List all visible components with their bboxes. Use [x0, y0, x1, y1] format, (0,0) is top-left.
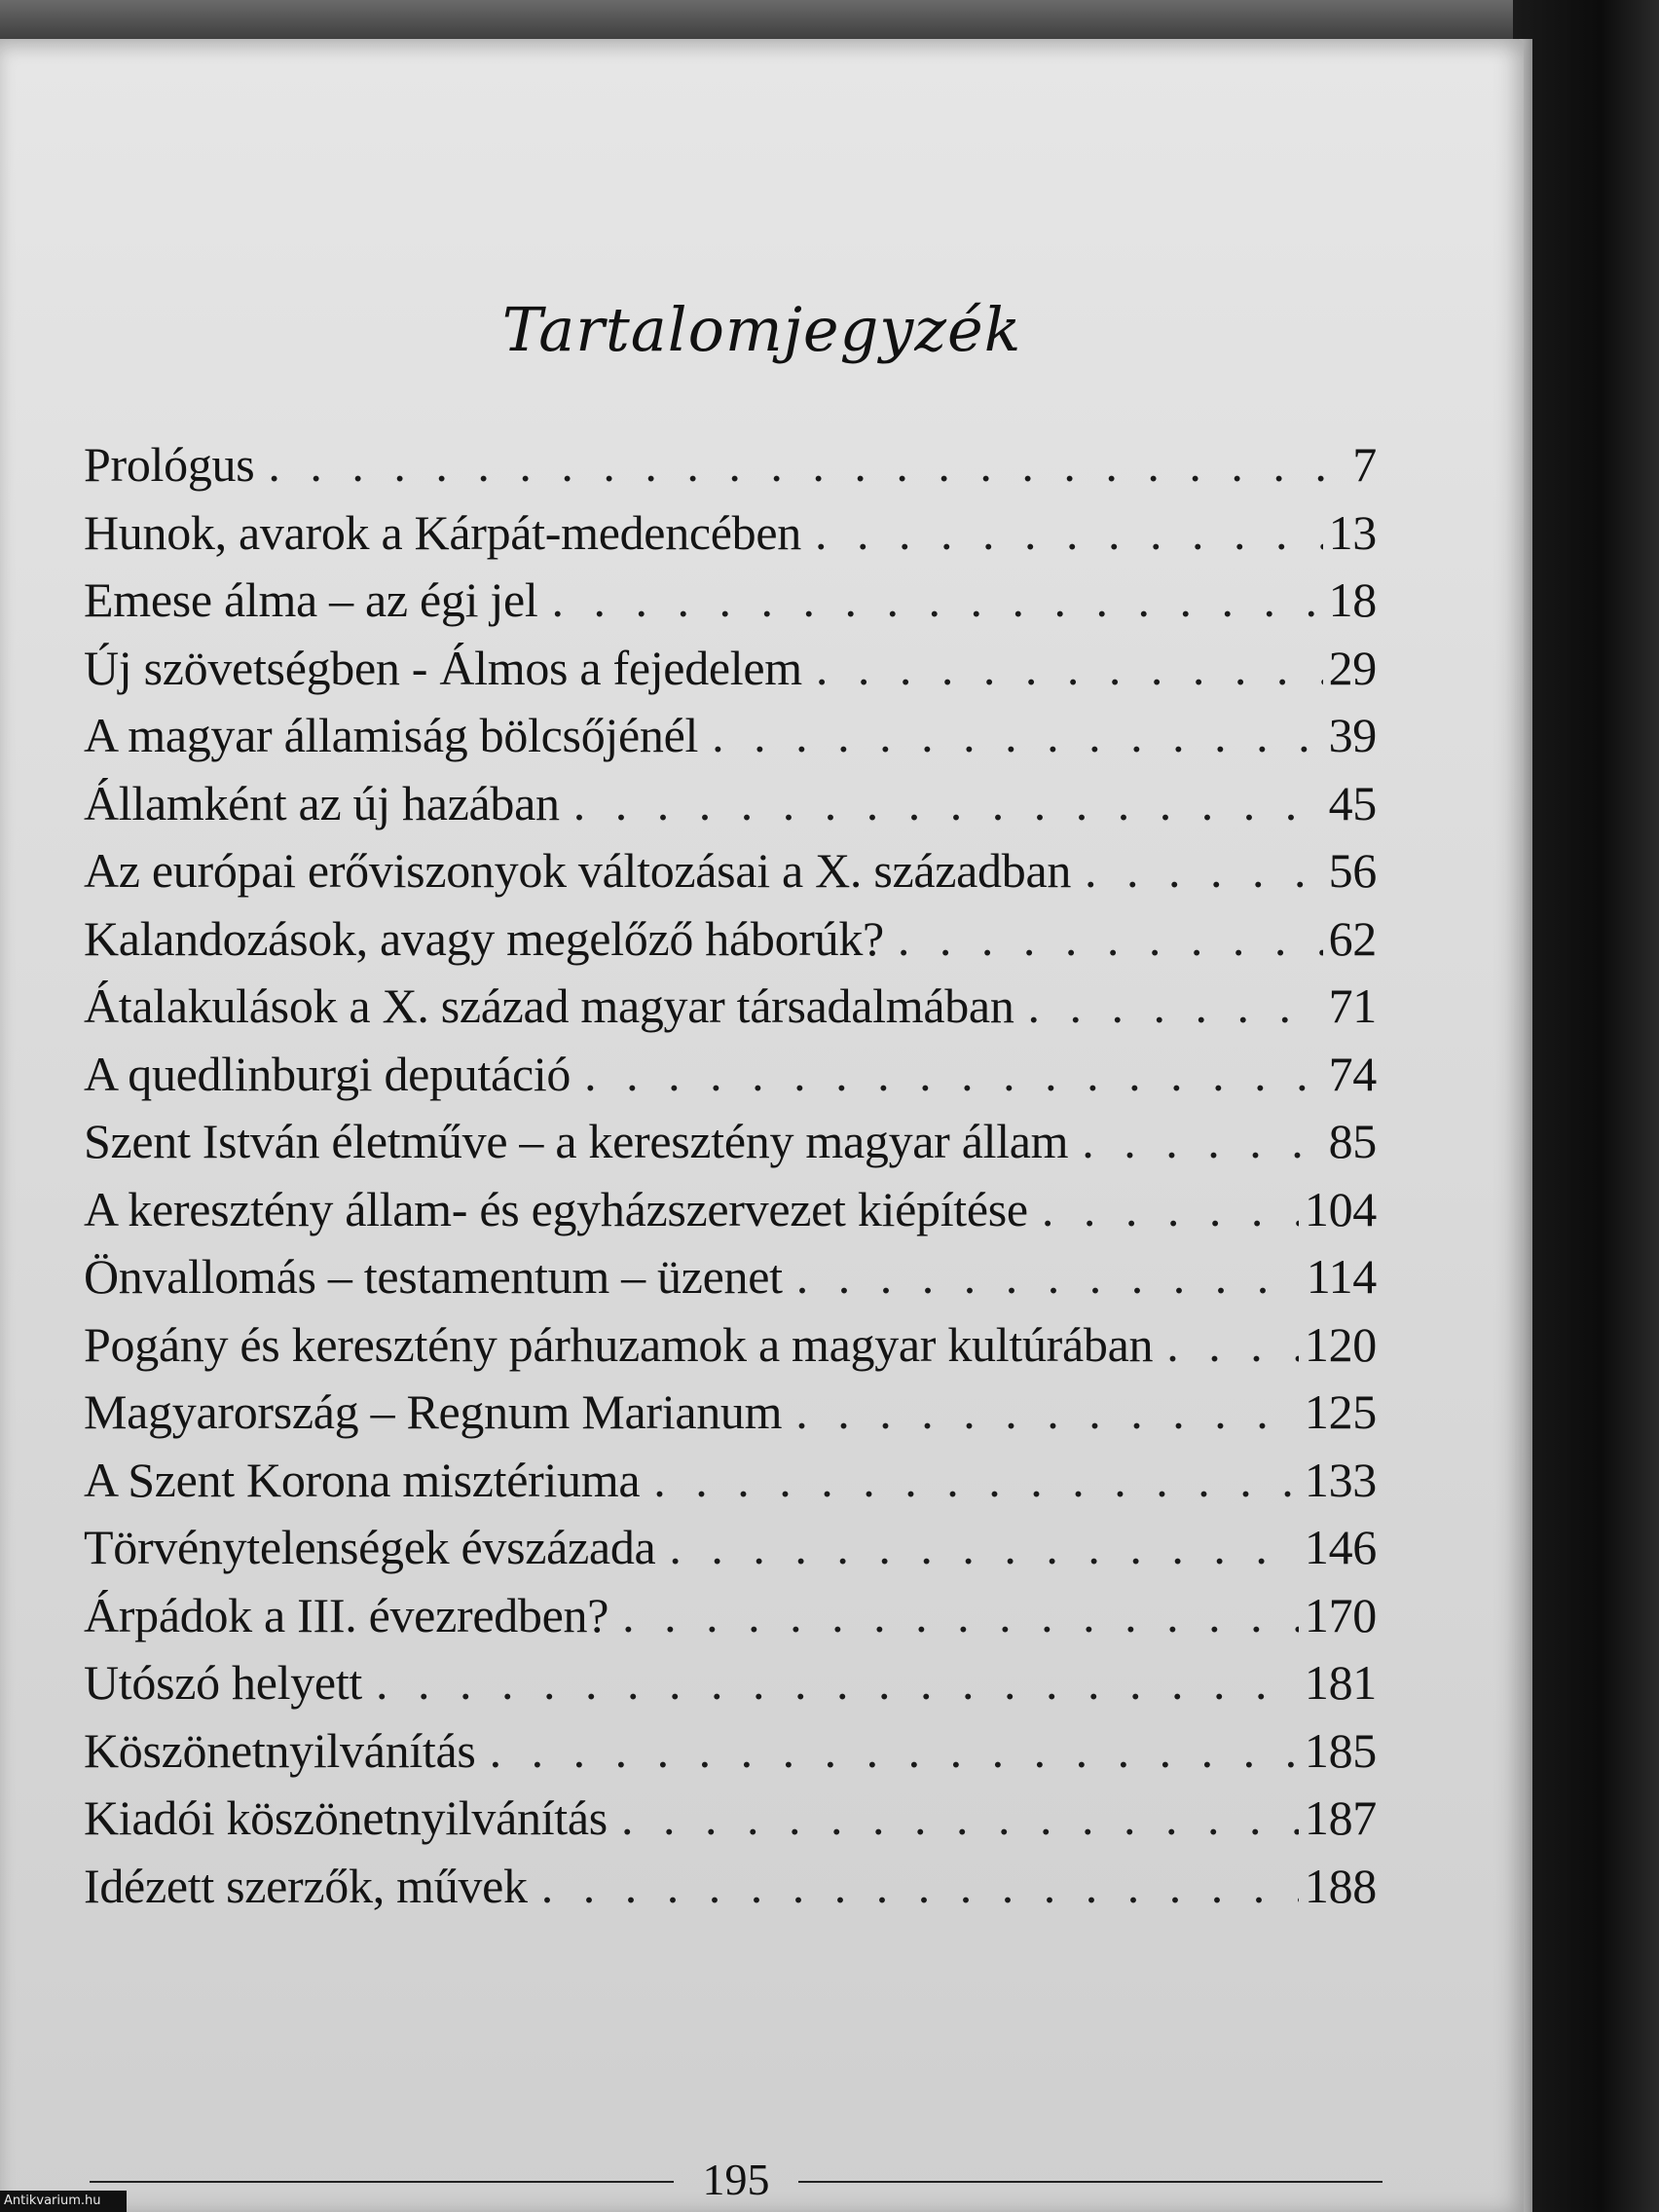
toc-leader-dots	[795, 1383, 1299, 1440]
toc-entry-page: 114	[1306, 1249, 1377, 1304]
toc-entry	[84, 1046, 1377, 1114]
toc-entry	[84, 571, 1377, 640]
page-title: Tartalomjegyzék	[501, 294, 1022, 365]
toc-leader-dots	[268, 436, 1332, 493]
toc-leader-dots	[541, 1858, 1299, 1914]
toc-leader-dots	[796, 1248, 1301, 1305]
toc-entry	[84, 910, 1377, 978]
toc-entry-page: 185	[1304, 1722, 1377, 1778]
toc-entry-title: Átalakulások a X. század magyar társadalmában	[84, 978, 1014, 1033]
toc-leader-dots	[376, 1654, 1299, 1711]
toc-entry	[84, 1316, 1377, 1384]
footer-rule-right	[798, 2181, 1382, 2183]
footer-rule-left	[90, 2181, 674, 2183]
toc-entry-title: Az európai erőviszonyok változásai a X. században	[84, 843, 1072, 898]
toc-entry	[84, 842, 1377, 910]
toc-entry-title: Köszönetnyilvánítás	[84, 1722, 476, 1778]
toc-entry-title: Árpádok a III. évezredben?	[84, 1587, 609, 1642]
toc-entry-page: 18	[1328, 572, 1377, 627]
toc-entry	[84, 775, 1377, 843]
toc-entry-page: 146	[1304, 1520, 1377, 1574]
toc-leader-dots	[552, 571, 1323, 628]
toc-entry	[84, 504, 1377, 572]
toc-leader-dots	[712, 707, 1323, 763]
toc-entry-page: 181	[1304, 1655, 1377, 1710]
toc-leader-dots	[621, 1789, 1299, 1846]
toc-entry-page: 120	[1304, 1316, 1377, 1372]
toc-entry	[84, 1383, 1377, 1452]
toc-entry-title: Kalandozások, avagy megelőző háborúk?	[84, 910, 884, 966]
toc-leader-dots	[1028, 977, 1323, 1034]
toc-entry-page: 125	[1304, 1384, 1377, 1439]
toc-entry-page: 71	[1328, 978, 1377, 1033]
toc-entry-page: 170	[1304, 1587, 1377, 1642]
toc-entry-page: 56	[1328, 843, 1377, 898]
toc-leader-dots	[898, 910, 1323, 967]
book-page	[0, 39, 1524, 2212]
toc-entry	[84, 1858, 1377, 1926]
toc-entry	[84, 1519, 1377, 1587]
toc-entry-title: Emese álma – az égi jel	[84, 572, 538, 627]
toc-entry	[84, 707, 1377, 775]
toc-entry-title: Hunok, avarok a Kárpát-medencében	[84, 504, 801, 560]
toc-leader-dots	[1082, 1113, 1322, 1169]
toc-entry	[84, 640, 1377, 708]
toc-entry-title: Prológus	[84, 437, 255, 492]
toc-entry-title: Magyarország – Regnum Marianum	[84, 1384, 783, 1439]
toc-leader-dots	[816, 640, 1323, 696]
toc-entry	[84, 1452, 1377, 1520]
toc-entry-page: 188	[1304, 1858, 1377, 1913]
toc-entry-page: 39	[1328, 708, 1377, 762]
toc-leader-dots	[1166, 1316, 1299, 1373]
toc-leader-dots	[1042, 1181, 1299, 1237]
toc-entry-title: A quedlinburgi deputáció	[84, 1046, 571, 1101]
toc-entry-page: 85	[1328, 1114, 1377, 1168]
toc-entry	[84, 1248, 1377, 1316]
toc-leader-dots	[669, 1519, 1298, 1575]
toc-entry-page: 45	[1328, 775, 1377, 830]
toc-entry-page: 62	[1328, 910, 1377, 966]
toc-leader-dots	[573, 775, 1323, 831]
toc-entry	[84, 1722, 1377, 1790]
toc-entry	[84, 436, 1377, 504]
toc-leader-dots	[1085, 842, 1323, 899]
toc-entry-title: Államként az új hazában	[84, 775, 560, 830]
page-number: 195	[702, 2155, 770, 2204]
toc-entry	[84, 1789, 1377, 1858]
toc-leader-dots	[815, 504, 1323, 561]
toc-entry-page: 187	[1304, 1790, 1377, 1845]
toc-entry-page: 7	[1352, 437, 1377, 492]
toc-entry-page: 29	[1328, 640, 1377, 695]
toc-entry	[84, 1654, 1377, 1722]
toc-entry-title: Pogány és keresztény párhuzamok a magyar kultúrában	[84, 1316, 1154, 1372]
toc-entry-page: 74	[1328, 1046, 1377, 1101]
toc-leader-dots	[584, 1046, 1322, 1102]
toc-entry-title: Szent István életműve – a keresztény magyar állam	[84, 1114, 1069, 1168]
toc-entry-title: A keresztény állam- és egyházszervezet kiépítése	[84, 1181, 1028, 1236]
toc-leader-dots	[622, 1587, 1299, 1643]
book-cover-edge	[1513, 0, 1659, 2212]
toc-entry-title: Önvallomás – testamentum – üzenet	[84, 1249, 783, 1304]
toc-entry	[84, 977, 1377, 1046]
toc-entry-title: Idézett szerzők, művek	[84, 1858, 528, 1913]
toc-entry-page: 104	[1304, 1181, 1377, 1236]
toc-leader-dots	[653, 1452, 1299, 1508]
toc-entry	[84, 1181, 1377, 1249]
toc-entry-title: A Szent Korona misztériuma	[84, 1452, 641, 1507]
watermark: Antikvarium.hu	[0, 2191, 127, 2212]
toc-entry-page: 13	[1328, 504, 1377, 560]
toc-entry-title: Utószó helyett	[84, 1655, 363, 1710]
toc-entry-title: Kiadói köszönetnyilvánítás	[84, 1790, 608, 1845]
toc-entry	[84, 1587, 1377, 1655]
toc-entry	[84, 1113, 1377, 1181]
toc-entry-title: Törvénytelenségek évszázada	[84, 1520, 656, 1574]
table-of-contents	[84, 436, 1377, 1925]
toc-leader-dots	[490, 1722, 1299, 1779]
toc-entry-title: A magyar államiság bölcsőjénél	[84, 708, 699, 762]
toc-entry-page: 133	[1304, 1452, 1377, 1507]
toc-entry-title: Új szövetségben - Álmos a fejedelem	[84, 640, 802, 695]
